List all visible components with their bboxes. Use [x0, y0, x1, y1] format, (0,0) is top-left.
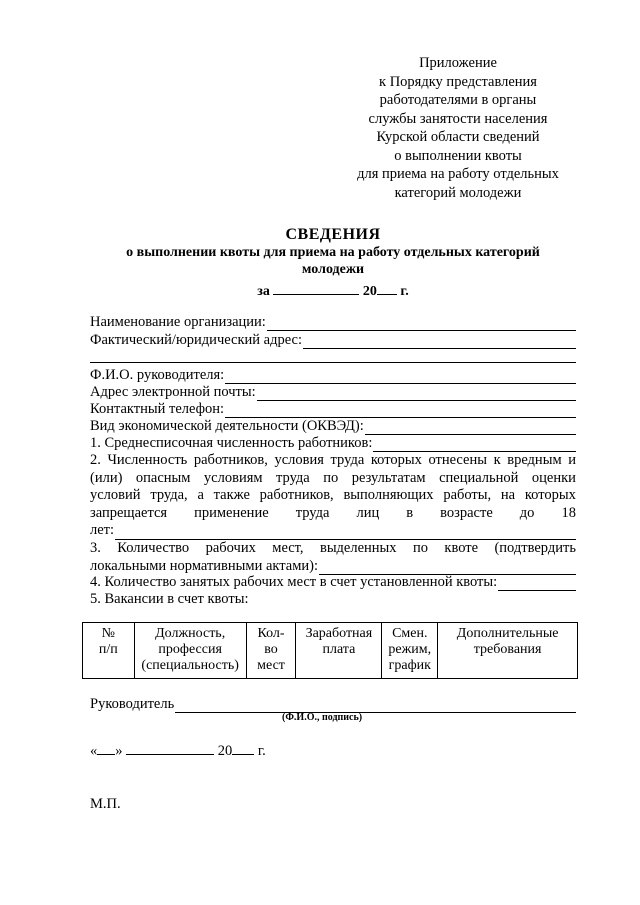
header-cell: [246, 623, 296, 679]
word: по: [412, 540, 428, 556]
item1-field: [90, 435, 576, 452]
address-field: [90, 332, 576, 349]
word: которых: [524, 487, 576, 503]
word: запрещается: [90, 504, 168, 521]
item2-blank[interactable]: [115, 526, 576, 540]
item3-line: [90, 558, 576, 576]
period-year-blank[interactable]: [377, 282, 397, 295]
item2-line: [90, 470, 576, 488]
phone-field: [90, 401, 576, 418]
header-text: плата: [322, 642, 356, 657]
appendix-line: к Порядку представления: [379, 73, 537, 90]
header-cell: [83, 623, 135, 679]
vacancies-table: [82, 622, 578, 679]
item1-label: 1. Среднесписочная численность работников:: [90, 435, 373, 451]
period-blank[interactable]: [273, 282, 359, 295]
signature-blank[interactable]: [175, 699, 576, 713]
table-header-row: [83, 623, 578, 679]
address-label: Фактический/юридический адрес:: [90, 332, 302, 348]
document-subtitle: [90, 244, 576, 278]
email-field: [90, 384, 576, 401]
word: возрасте: [440, 504, 493, 521]
okved-blank[interactable]: [365, 421, 576, 435]
item3-line: [90, 540, 576, 558]
header-text: требования: [473, 642, 542, 657]
header-text: (специальность): [141, 658, 239, 673]
word: применение: [194, 504, 269, 521]
word: и: [568, 452, 576, 468]
subtitle-line: о выполнении квоты для приема на работу отдельных категорий: [126, 245, 540, 260]
word: труда: [330, 452, 365, 468]
item5-label: 5. Вакансии в счет квоты:: [90, 591, 249, 607]
word: 3.: [90, 540, 101, 556]
date-year: 20: [217, 743, 233, 759]
item5-heading: [90, 591, 576, 608]
appendix-line: Курской области сведений: [376, 129, 540, 145]
appendix-note: [340, 54, 576, 202]
word: лиц: [356, 504, 380, 521]
word: по: [323, 469, 339, 486]
stamp-place: М.П.: [90, 796, 121, 812]
word: вредным: [507, 452, 562, 468]
word: работников,: [259, 487, 334, 503]
word: Количество: [117, 540, 190, 556]
item3-label-end: локальными нормативными актами):: [90, 557, 318, 574]
word: результатам: [351, 469, 426, 486]
word: квоте: [444, 540, 479, 556]
word: отнесены: [428, 452, 487, 468]
word: опасным: [135, 469, 191, 486]
director-label: Ф.И.О. руководителя:: [90, 367, 225, 383]
phone-blank[interactable]: [225, 404, 576, 418]
header-cell: [296, 623, 382, 679]
director-field: [90, 367, 576, 384]
date-open-quote: «: [90, 743, 98, 759]
item2-line: [90, 452, 576, 470]
appendix-line: работодателями в органы: [379, 92, 537, 108]
word: а: [197, 487, 204, 503]
word: условия: [274, 452, 324, 468]
word: на: [500, 487, 516, 503]
item4-field: [90, 574, 576, 591]
header-cell: [134, 623, 246, 679]
word: работников,: [193, 452, 268, 468]
word: Численность: [107, 452, 188, 468]
okved-field: [90, 418, 576, 435]
header-text: п/п: [98, 642, 118, 657]
date-year-blank[interactable]: [232, 742, 254, 755]
header-text: Дополнительные: [456, 626, 559, 641]
word: в: [406, 504, 414, 521]
header-text: Должность,: [155, 626, 226, 641]
header-text: во: [264, 642, 278, 657]
document-title: СВЕДЕНИЯ: [285, 226, 381, 243]
item3-paragraph: [90, 540, 576, 575]
org-name-label: Наименование организации:: [90, 314, 266, 330]
item4-blank[interactable]: [498, 577, 576, 591]
word: которых: [370, 452, 422, 468]
address-blank-continuation[interactable]: [90, 362, 576, 363]
signature-note: (Ф.И.О., подпись): [282, 712, 363, 723]
item2-line: [90, 487, 576, 505]
date-day-blank[interactable]: [97, 742, 115, 755]
item2-line: [90, 505, 576, 523]
item4-label: 4. Количество занятых рабочих мест в счет установленной квоты:: [90, 574, 498, 590]
date-suffix: г.: [257, 743, 266, 759]
reporting-period: [90, 282, 576, 300]
director-blank[interactable]: [225, 370, 576, 384]
subtitle-line: молодежи: [301, 262, 365, 277]
phone-label: Контактный телефон:: [90, 401, 225, 417]
address-blank[interactable]: [303, 335, 576, 349]
signature-label: Руководитель: [90, 696, 175, 712]
signature-field: [90, 696, 576, 713]
word: оценки: [531, 469, 576, 486]
header-text: мест: [257, 658, 285, 673]
word: условиям: [203, 469, 263, 486]
header-text: Смен.: [392, 626, 428, 641]
word: к: [493, 452, 501, 468]
word: специальной: [439, 469, 519, 486]
period-prefix: за: [257, 284, 270, 299]
email-label: Адрес электронной почты:: [90, 384, 256, 400]
word: (подтвердить: [494, 540, 576, 556]
header-text: график: [388, 658, 431, 673]
appendix-line: Приложение: [419, 55, 497, 71]
appendix-line: для приема на работу отдельных: [357, 166, 559, 182]
item1-blank[interactable]: [373, 438, 576, 452]
period-year: 20: [362, 284, 377, 299]
word: работы,: [443, 487, 492, 503]
header-text: №: [101, 626, 116, 641]
date-field: [90, 742, 266, 760]
item2-paragraph: [90, 452, 576, 540]
word: мест,: [272, 540, 304, 556]
appendix-line: категорий молодежи: [394, 184, 522, 201]
header-cell: [438, 623, 578, 679]
word: 18: [561, 504, 576, 521]
org-name-blank[interactable]: [267, 317, 576, 331]
word: рабочих: [205, 540, 256, 556]
word: условий: [90, 487, 141, 503]
org-name-field: [90, 314, 576, 331]
word: до: [519, 504, 535, 521]
appendix-line: о выполнении квоты: [394, 147, 522, 164]
word: также: [213, 487, 250, 503]
header-text: Кол-: [257, 626, 285, 641]
header-text: режим,: [388, 642, 432, 657]
period-suffix: г.: [400, 284, 409, 299]
word: 2.: [90, 452, 101, 468]
appendix-line: службы занятости населения: [368, 110, 548, 127]
word: выполняющих: [343, 487, 434, 503]
word: выделенных: [319, 540, 397, 556]
date-close-quote: »: [115, 743, 123, 759]
word: труда,: [150, 487, 188, 503]
okved-label: Вид экономической деятельности (ОКВЭД):: [90, 418, 364, 434]
header-text: Заработная: [305, 626, 373, 641]
header-cell: [382, 623, 438, 679]
item3-blank[interactable]: [319, 561, 576, 575]
item2-line: [90, 522, 576, 540]
date-month-blank[interactable]: [126, 742, 214, 755]
word: (или): [90, 469, 123, 486]
word: труда: [295, 504, 330, 521]
word: труда: [276, 469, 310, 486]
email-blank[interactable]: [257, 387, 576, 401]
header-text: профессия: [158, 642, 222, 657]
item2-label-end: лет:: [90, 522, 115, 538]
